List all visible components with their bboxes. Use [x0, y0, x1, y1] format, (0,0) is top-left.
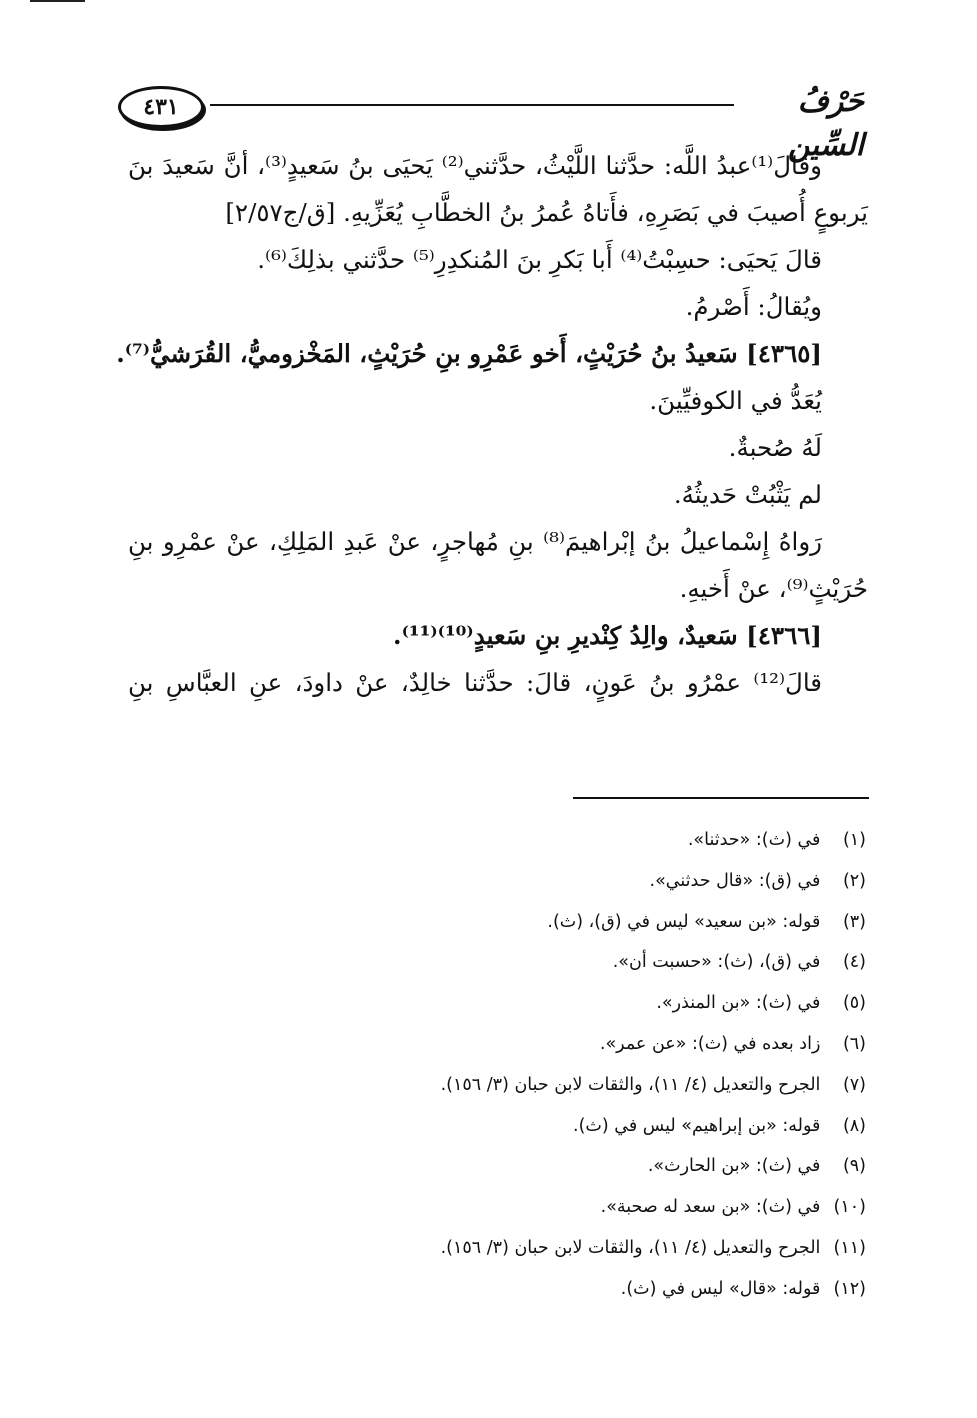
footnote	[300, 902, 866, 943]
footnote-number: (٢)	[842, 870, 866, 891]
footnote-number: (٤)	[842, 952, 866, 973]
footnote-number: (٦)	[842, 1033, 866, 1054]
footnote	[300, 1269, 866, 1310]
footnote-number: (١٢)	[833, 1278, 866, 1299]
footnote	[300, 1146, 866, 1187]
footnote-separator	[573, 797, 869, 799]
footnote-number: (٩)	[842, 1156, 866, 1177]
text-line: وقالَ⁽¹⁾عبدُ اللَّه: حدَّثنا اللَّيْثُ، حدَّثني⁽²⁾ يَحيَى بنُ سَعيدٍ⁽³⁾، أنَّ سَعيدَ بنَ	[128, 151, 822, 180]
footnote-number: (١)	[842, 830, 866, 850]
footnote	[300, 942, 866, 983]
text-line: قالَ⁽¹²⁾ عمْرُو بنُ عَونٍ، قالَ: حدَّثنا خالِدٌ، عنْ داودَ، عنِ العبَّاسِ بنِ	[128, 668, 822, 697]
footnote-text: قوله: «قال» ليس في (ث).	[620, 1278, 821, 1299]
header-rule	[210, 104, 734, 106]
footnote-number: (٧)	[842, 1074, 866, 1095]
footnote-number: (٨)	[842, 1115, 866, 1136]
footnote-text: في (ق)، (ث): «حسبت أن».	[612, 952, 821, 973]
footnote-text: قوله: «بن سعيد» ليس في (ق)، (ث).	[547, 911, 821, 932]
text-line: لَهُ صُحبةٌ.	[728, 433, 822, 462]
footnote	[300, 1065, 866, 1106]
running-title: حَرْفُ السِّين	[787, 84, 864, 163]
page-header	[118, 80, 864, 163]
text-line: رَواهُ إِسْماعيلُ بنُ إبْراهيمَ⁽⁸⁾ بنِ مُهاجرٍ، عنْ عَبدِ المَلِكِ، عنْ عمْرِو بنِ	[128, 527, 822, 556]
footnote-text: في (ث): «حدثنا».	[687, 830, 821, 850]
text-line: يُعَدُّ في الكوفيِّينَ.	[649, 386, 822, 415]
text-line: حُرَيْثٍ⁽⁹⁾، عنْ أَخيهِ.	[679, 574, 868, 603]
footnote-text: قوله: «بن إبراهيم» ليس في (ث).	[573, 1115, 821, 1136]
footnote-number: (١١)	[833, 1237, 866, 1258]
footnote-text: الجرح والتعديل (٤/ ١١)، والثقات لابن حبان (٣/ ١٥٦).	[440, 1074, 821, 1095]
footnote-text: زاد بعده في (ث): «عن عمر».	[599, 1033, 821, 1054]
footnote-text: في (ث): «بن سعد له صحبة».	[600, 1197, 821, 1218]
text-line: ويُقالُ: أَصْرمُ.	[685, 292, 822, 321]
footnote-text: في (ث): «بن المنذر».	[656, 993, 821, 1014]
footnote	[300, 861, 866, 902]
footnote	[300, 820, 866, 861]
footnote-number: (٥)	[842, 993, 866, 1014]
footnote-text: في (ق): «قال حدثني».	[649, 870, 821, 891]
text-line: قالَ يَحيَى: حسِبْتُ⁽⁴⁾ أَبا بَكرِ بنَ المُنكدِرِ⁽⁵⁾ حدَّثني بذلِكَ⁽⁶⁾.	[257, 245, 822, 274]
footnote	[300, 1187, 866, 1228]
entry-heading: [٤٣٦٥] سَعيدُ بنُ حُرَيْثٍ، أَخو عَمْرِو بنِ حُرَيْثٍ، المَخْزوميُّ، القُرَشيُّ⁽⁷⁾.	[116, 339, 822, 368]
footnote	[300, 1228, 866, 1269]
footnote	[300, 1024, 866, 1065]
footnote	[300, 983, 866, 1024]
main-text	[116, 142, 868, 706]
footnotes	[300, 820, 866, 1310]
text-line: لم يَثْبُتْ حَديثُهُ.	[673, 480, 822, 509]
footnote-text: الجرح والتعديل (٤/ ١١)، والثقات لابن حبان (٣/ ١٥٦).	[440, 1237, 821, 1258]
scan-artifact	[30, 0, 85, 2]
footnote-text: في (ث): «بن الحارث».	[647, 1156, 821, 1177]
page-number: ٤٣١	[118, 86, 204, 128]
footnote	[300, 1106, 866, 1147]
text-line: يَربوعٍ أُصيبَ في بَصَرِهِ، فأَتاهُ عُمرُ بنُ الخطَّابِ يُعَزِّيهِ. [ق/ج٢/٥٧]	[225, 198, 868, 227]
footnote-number: (٣)	[842, 911, 866, 932]
entry-heading: [٤٣٦٦] سَعيدٌ، والِدُ كِنْديرِ بنِ سَعيدٍ⁽¹⁰⁾⁽¹¹⁾.	[393, 621, 822, 650]
footnote-number: (١٠)	[833, 1197, 866, 1218]
